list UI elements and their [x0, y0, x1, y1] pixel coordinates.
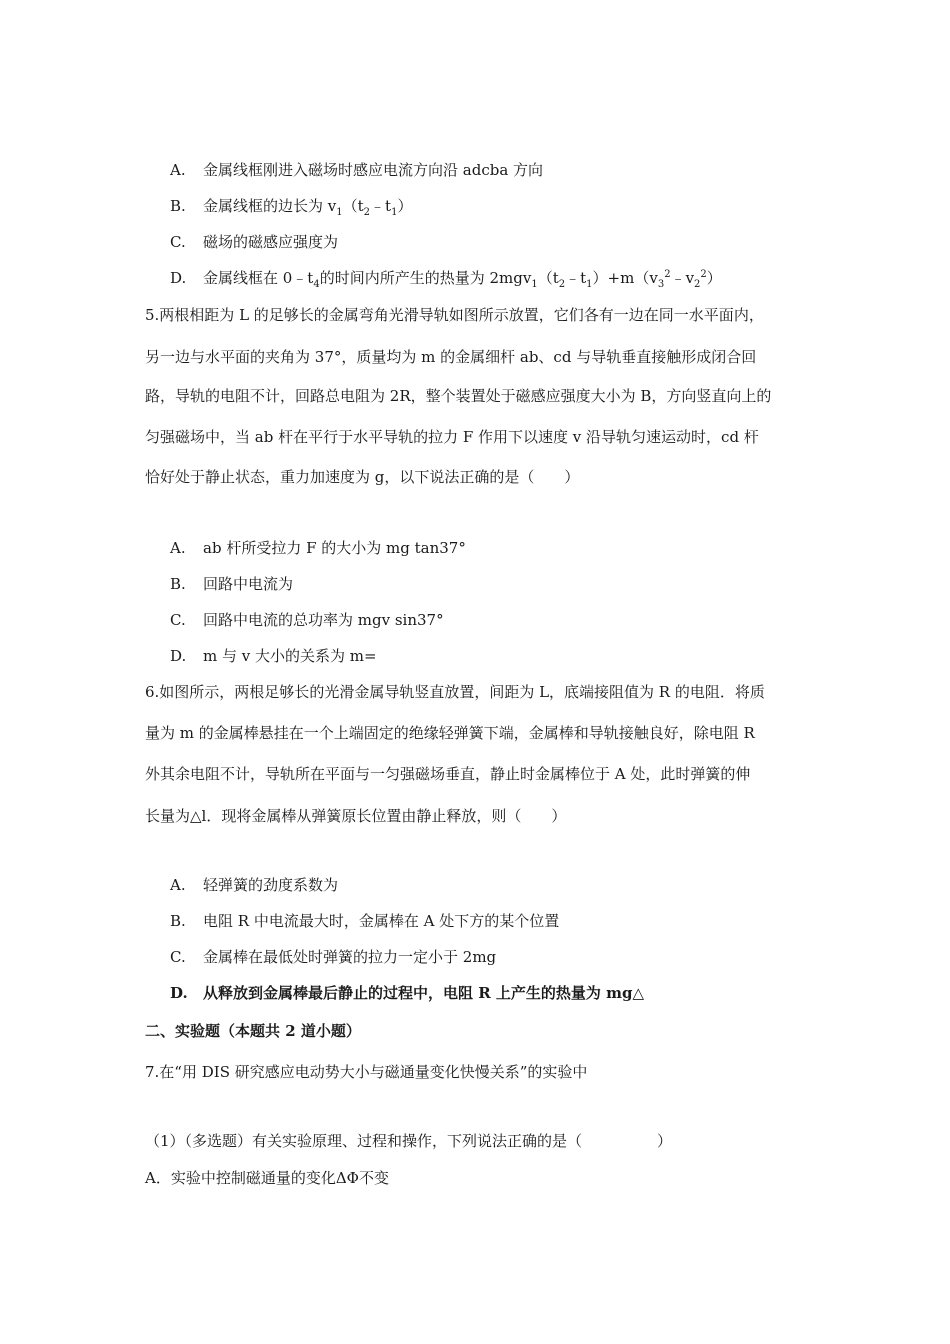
option-letter: B. — [170, 197, 186, 215]
q5-stem-line: 5.两根相距为 L 的足够长的金属弯角光滑导轨如图所示放置，它们各有一边在同一水平面内， — [145, 306, 764, 324]
q6-option-a — [170, 875, 338, 895]
q5-option-a — [170, 538, 466, 558]
option-letter: B. — [170, 575, 186, 593]
q4-option-a — [170, 160, 543, 180]
q5-option-d — [170, 646, 377, 666]
superscript: 2 — [700, 269, 707, 280]
section-title: 二、实验题（本题共 2 道小题） — [145, 1022, 361, 1040]
subscript: 1 — [391, 207, 398, 218]
q4-option-c — [170, 232, 338, 252]
option-text: 轻弹簧的劲度系数为 — [203, 876, 339, 894]
option-text-mid2: （t — [537, 269, 559, 287]
q6-stem-line: 量为 m 的金属棒悬挂在一个上端固定的绝缘轻弹簧下端，金属棒和导轨接触良好，除电阻 R — [145, 724, 755, 742]
superscript: 2 — [664, 269, 671, 280]
option-letter: D. — [170, 984, 188, 1002]
q5-stem-line: 恰好处于静止状态，重力加速度为 g，以下说法正确的是（ ） — [145, 468, 580, 486]
option-text-pre: 金属线框在 0﹣t — [203, 269, 314, 287]
option-letter: C. — [170, 233, 186, 251]
option-text-mid3: ﹣t — [565, 269, 587, 287]
q4-option-b — [170, 196, 412, 216]
q6-stem-line: 长量为△l．现将金属棒从弹簧原长位置由静止释放，则（ ） — [145, 807, 567, 825]
subscript: 1 — [336, 207, 343, 218]
option-letter: C. — [170, 948, 186, 966]
option-letter: D. — [170, 269, 187, 287]
subscript: 2 — [694, 279, 701, 290]
option-letter: A. — [170, 539, 186, 557]
q6-stem-line: 6.如图所示，两根足够长的光滑金属导轨竖直放置，间距为 L，底端接阻值为 R 的电阻．将质 — [145, 683, 765, 701]
option-text: 回路中电流为 — [203, 575, 294, 593]
option-text-pre: 金属线框的边长为 v — [203, 197, 337, 215]
option-text: 电阻 R 中电流最大时，金属棒在 A 处下方的某个位置 — [203, 912, 560, 930]
option-text-mid: （t — [342, 197, 364, 215]
q5-option-b — [170, 574, 293, 594]
option-text: 金属棒在最低处时弹簧的拉力一定小于 2mg — [203, 948, 497, 966]
subscript: 4 — [313, 279, 320, 290]
q6-stem-line: 外其余电阻不计，导轨所在平面与一匀强磁场垂直，静止时金属棒位于 A 处，此时弹簧的伸 — [145, 765, 751, 783]
option-text-mid2: ﹣t — [370, 197, 392, 215]
subscript: 3 — [657, 279, 665, 290]
option-text: m 与 v 大小的关系为 m= — [203, 647, 377, 665]
subscript: 2 — [558, 279, 566, 290]
option-text-post: ） — [397, 197, 413, 215]
subscript: 1 — [531, 279, 538, 290]
option-letter: A. — [170, 161, 186, 179]
option-text: 金属线框刚进入磁场时感应电流方向沿 adcba 方向 — [203, 161, 544, 179]
option-text-mid5: ﹣v — [670, 269, 695, 287]
q4-option-d — [170, 268, 722, 288]
option-text: 回路中电流的总功率为 mgv sin37° — [203, 611, 444, 629]
q5-stem-line: 另一边与水平面的夹角为 37°，质量均为 m 的金属细杆 ab、cd 与导轨垂直接触形成闭合回 — [145, 348, 757, 366]
option-text: 从释放到金属棒最后静止的过程中，电阻 R 上产生的热量为 mg△ — [203, 984, 645, 1002]
option-letter: C. — [170, 611, 186, 629]
option-text-post: ） — [706, 269, 722, 287]
option-text-mid4: ）+m（v — [592, 269, 658, 287]
subscript: 2 — [363, 207, 371, 218]
q5-option-c — [170, 610, 444, 630]
q7-subquestion-1: （1）（多选题）有关实验原理、过程和操作，下列说法正确的是（ ） — [145, 1132, 673, 1150]
q6-option-b — [170, 911, 559, 931]
q7-option-a: A．实验中控制磁通量的变化ΔΦ不变 — [145, 1169, 389, 1187]
option-text-mid: 的时间内所产生的热量为 2mgv — [319, 269, 532, 287]
option-text: 磁场的磁感应强度为 — [203, 233, 339, 251]
q7-stem: 7.在“用 DIS 研究感应电动势大小与磁通量变化快慢关系”的实验中 — [145, 1063, 588, 1081]
option-letter: A. — [170, 876, 186, 894]
q6-option-c — [170, 947, 496, 967]
option-letter: B. — [170, 912, 186, 930]
subscript: 1 — [586, 279, 593, 290]
option-text: ab 杆所受拉力 F 的大小为 mg tan37° — [203, 539, 466, 557]
q5-stem-line: 匀强磁场中，当 ab 杆在平行于水平导轨的拉力 F 作用下以速度 v 沿导轨匀速运动时，cd 杆 — [145, 428, 759, 446]
q5-stem-line: 路，导轨的电阻不计，回路总电阻为 2R，整个装置处于磁感应强度大小为 B，方向竖直向上的 — [145, 387, 772, 405]
q6-option-d — [170, 983, 644, 1003]
option-letter: D. — [170, 647, 187, 665]
